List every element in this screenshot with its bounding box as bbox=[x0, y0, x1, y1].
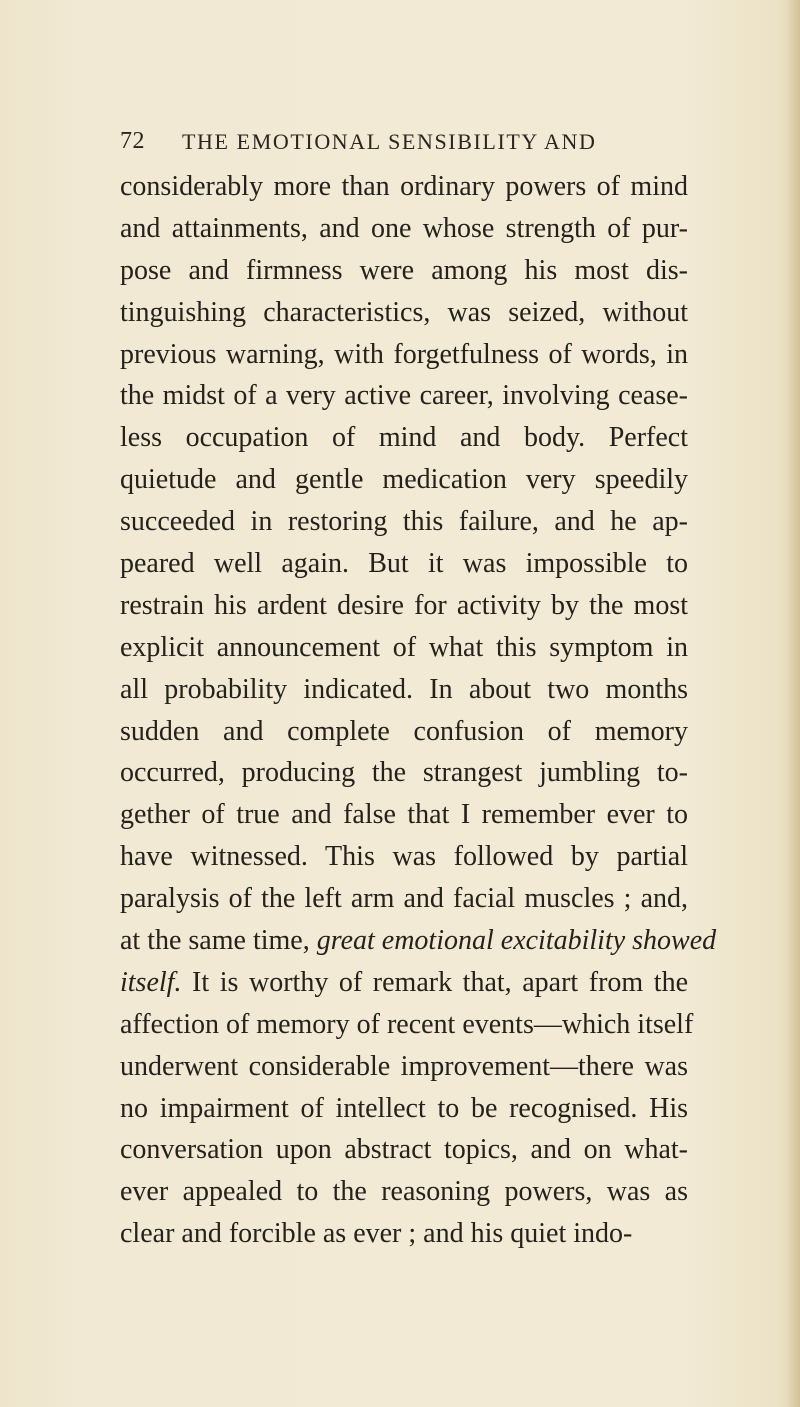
text-line: gether of true and false that I remember ever to bbox=[120, 799, 688, 831]
text-line: ever appealed to the reasoning powers, was as bbox=[120, 1176, 688, 1208]
text-line: peared well again. But it was impossible to bbox=[120, 548, 688, 580]
running-head: THE EMOTIONAL SENSIBILITY AND bbox=[182, 129, 597, 154]
text-line: tinguishing characteristics, was seized, without bbox=[120, 296, 688, 328]
text-line: underwent considerable improvement—there was bbox=[120, 1050, 688, 1082]
page-header bbox=[120, 128, 700, 162]
italic-emphasis: itself. bbox=[120, 966, 182, 998]
body-text bbox=[120, 166, 717, 1255]
text-line: previous warning, with forgetfulness of words, in bbox=[120, 338, 688, 370]
text-line: considerably more than ordinary powers of mind bbox=[120, 171, 688, 202]
text-line: and attainments, and one whose strength of pur- bbox=[120, 212, 688, 244]
text-line-mixed bbox=[120, 962, 688, 1004]
text-line: less occupation of mind and body. Perfect bbox=[120, 422, 688, 454]
italic-emphasis: great emotional excitability showed bbox=[316, 925, 717, 957]
text-line: explicit announcement of what this symptom in bbox=[120, 631, 688, 663]
text-line: clear and forcible as ever ; and his quiet indo- bbox=[120, 1218, 633, 1250]
text-line: no impairment of intellect to be recognised. His bbox=[120, 1092, 688, 1124]
roman-text: It is worthy of remark that, apart from the bbox=[192, 966, 689, 998]
text-line: conversation upon abstract topics, and on what- bbox=[120, 1134, 688, 1166]
text-line: quietude and gentle medication very speedily bbox=[120, 464, 688, 496]
roman-text: at the same time, bbox=[120, 925, 310, 957]
page-number: 72 bbox=[120, 128, 145, 154]
text-line: sudden and complete confusion of memory bbox=[120, 715, 688, 747]
page-edge-shadow bbox=[786, 0, 800, 1407]
text-line: affection of memory of recent events—which itself bbox=[120, 1008, 694, 1040]
text-line: occurred, producing the strangest jumbling to- bbox=[120, 757, 688, 789]
text-line: succeeded in restoring this failure, and he ap- bbox=[120, 506, 688, 538]
text-line: pose and firmness were among his most dis- bbox=[120, 254, 688, 286]
text-line: the midst of a very active career, involving cease- bbox=[120, 380, 688, 412]
text-line: all probability indicated. In about two months bbox=[120, 673, 688, 705]
text-line-mixed bbox=[120, 920, 717, 962]
text-line: paralysis of the left arm and facial muscles ; and, bbox=[120, 883, 688, 915]
text-line: restrain his ardent desire for activity by the most bbox=[120, 589, 688, 621]
text-line: have witnessed. This was followed by partial bbox=[120, 841, 688, 873]
